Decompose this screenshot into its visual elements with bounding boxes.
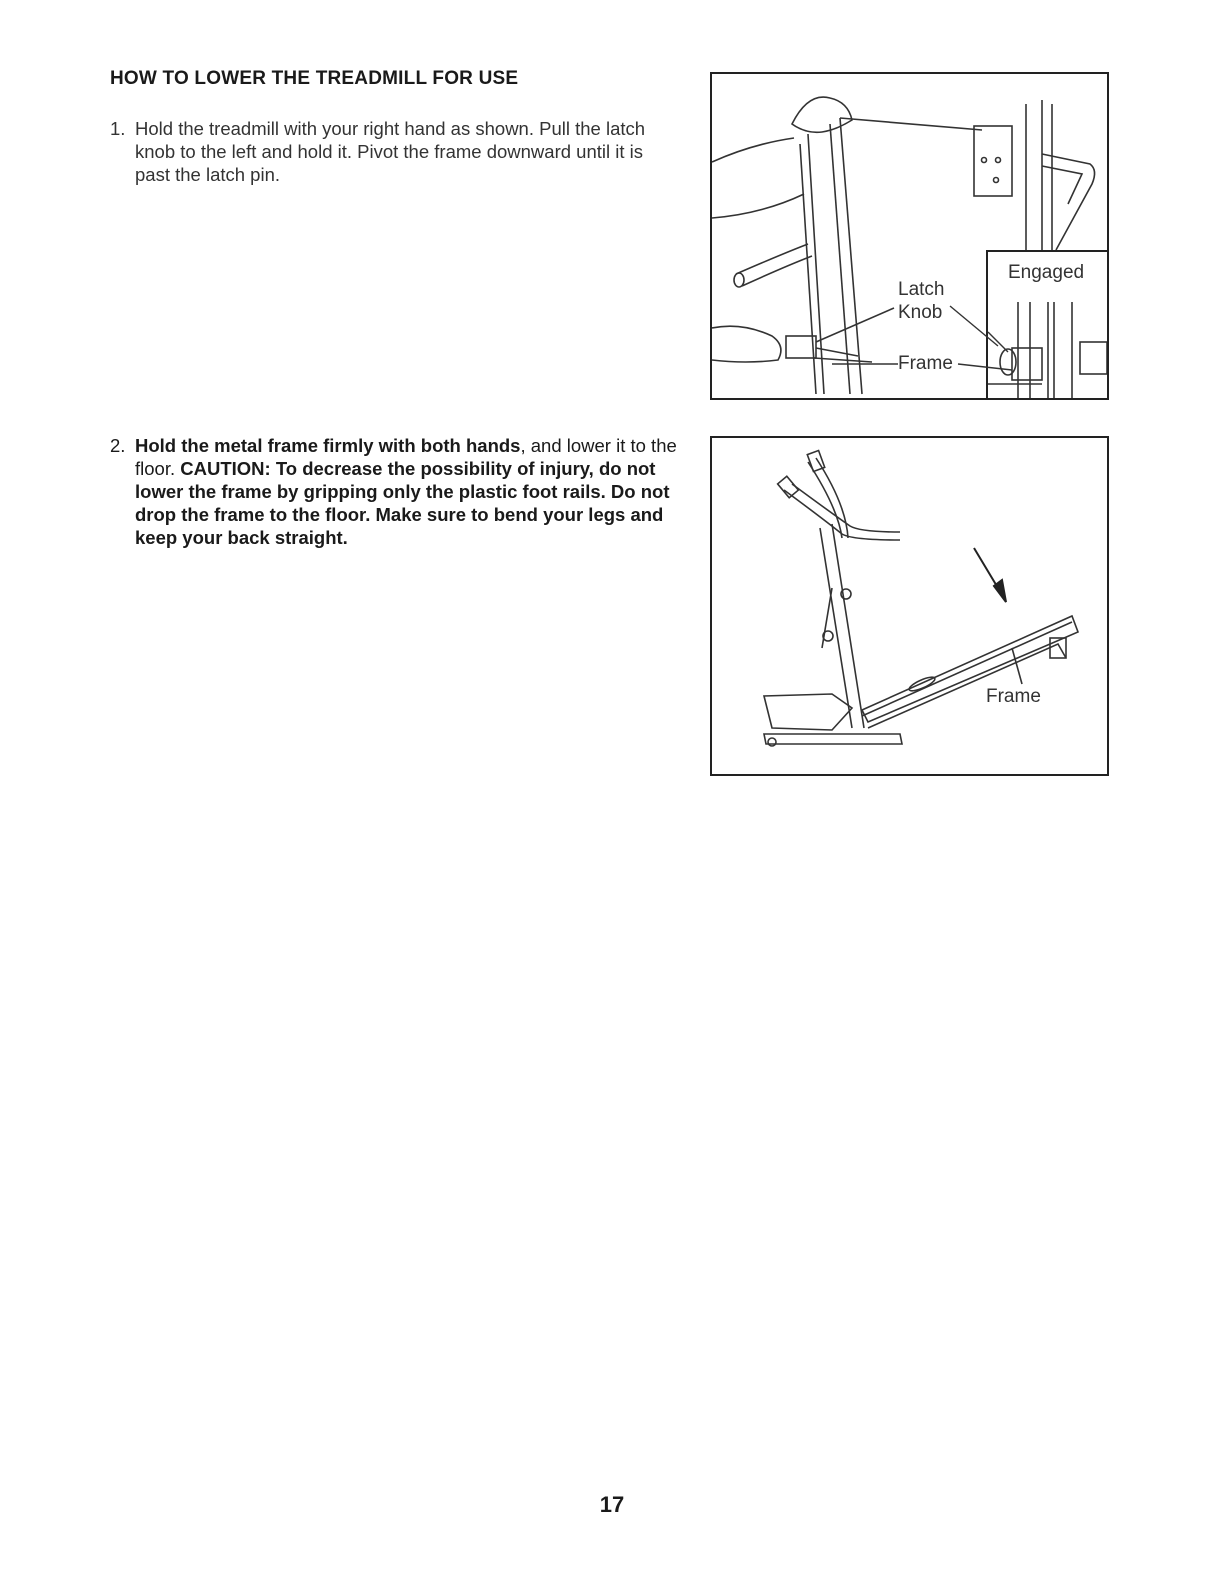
label-latch: Latch — [898, 279, 945, 300]
instruction-step-2 — [110, 434, 680, 549]
engaged-inset — [986, 250, 1107, 398]
step-number: 1. — [110, 118, 126, 139]
figure-lowering-illustration — [710, 436, 1109, 776]
lowering-drawing — [712, 438, 1107, 774]
instruction-step-1 — [110, 117, 680, 186]
label-knob: Knob — [898, 302, 943, 323]
label-frame: Frame — [986, 686, 1041, 707]
step-plain-text: , and lower it to the floor. — [135, 435, 677, 479]
label-frame: Frame — [898, 353, 953, 374]
step-bold-lead: Hold the metal frame firmly with both hands — [135, 435, 521, 456]
inset-label-engaged: Engaged — [1008, 262, 1085, 283]
step-text: Hold the treadmill with your right hand as shown. Pull the latch knob to the left and hold it. Pivot the frame downward until it is past the latch pin. — [135, 118, 646, 185]
section-heading: HOW TO LOWER THE TREADMILL FOR USE — [110, 68, 519, 89]
step-number: 2. — [110, 435, 126, 456]
step-text — [135, 434, 680, 549]
engaged-latch-detail — [988, 252, 1107, 398]
figure-unlatch-illustration — [710, 72, 1109, 400]
page-number: 17 — [599, 1492, 625, 1517]
caution-label: CAUTION: — [180, 458, 271, 479]
caution-text: To decrease the possibility of injury, do not lower the frame by gripping only the plastic foot rails. Do not drop the frame to the floor. Make sure to bend your legs and keep your back straight. — [135, 458, 670, 548]
